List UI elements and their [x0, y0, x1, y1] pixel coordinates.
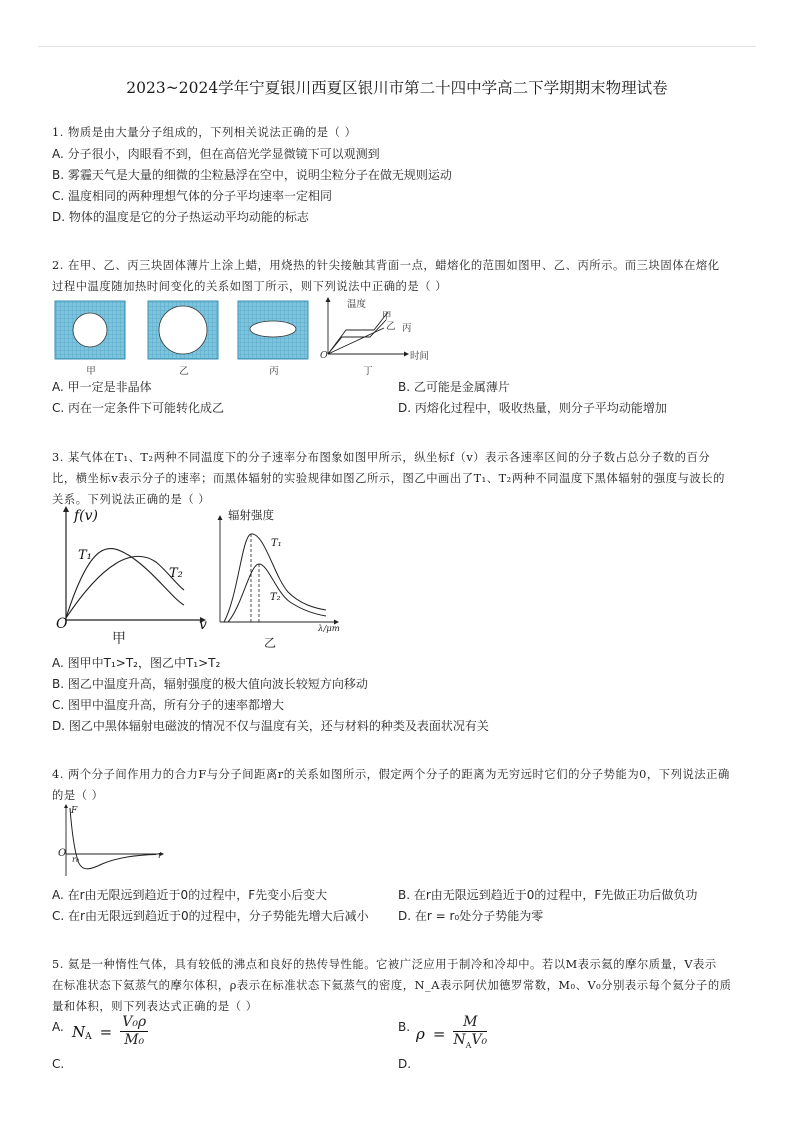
- q3-g2-ylabel: 辐射强度: [228, 508, 274, 522]
- q5-a-fraction: [120, 1014, 148, 1049]
- q4-stem-line2: 的是（ ）: [52, 789, 104, 802]
- q2-graph-xlabel: 时间: [410, 351, 430, 362]
- q5-option-d-label: D.: [398, 1057, 412, 1071]
- q3-g1-T2: T₂: [169, 566, 183, 581]
- q5-b-den-sub: A: [465, 1040, 472, 1050]
- q2-stem-line1: 2. 在甲、乙、丙三块固体薄片上涂上蜡，用烧热的针尖接触其背面一点，蜡熔化的范围如图甲、乙、丙所示。而三块固体在熔化: [52, 259, 720, 272]
- q2-caption-jia: 甲: [86, 366, 96, 377]
- q5-a-lhs-sub: A: [85, 1031, 92, 1042]
- curve-bing: [328, 328, 384, 354]
- q3-g1-caption: 甲: [112, 631, 126, 647]
- q3-option-a: A. 图甲中T₁>T₂，图乙中T₁>T₂: [52, 656, 221, 670]
- q4-option-c: C. 在r由无限远到趋近于0的过程中，分子势能先增大后减小: [52, 909, 369, 923]
- q4-r-label: r: [158, 851, 163, 861]
- q1-option-a: A. 分子很小，肉眼看不到，但在高倍光学显微镜下可以观测到: [52, 147, 380, 161]
- q2-line-label-yi: 乙: [386, 321, 396, 332]
- q5-stem-line3: 量和体积，则下列表达式正确的是（ ）: [52, 1000, 258, 1013]
- q5-option-b-label: B.: [398, 1020, 411, 1034]
- q5-option-c-label: C.: [52, 1057, 65, 1071]
- blackbody-graph: [218, 515, 340, 625]
- q3-g2-caption: 乙: [264, 636, 277, 650]
- temperature-time-graph: [326, 297, 410, 357]
- q5-a-equals: =: [99, 1022, 113, 1041]
- q5-b-lhs: ρ: [416, 1024, 425, 1043]
- q5-option-b-formula: [416, 1014, 487, 1054]
- q5-a-lhs: N: [72, 1022, 86, 1041]
- wax-plate-yi: [148, 301, 218, 359]
- q1-option-d: D. 物体的温度是它的分子热运动平均动能的标志: [52, 210, 309, 224]
- force-curve: [70, 808, 156, 869]
- q3-option-c: C. 图甲中温度升高，所有分子的速率都增大: [52, 698, 285, 712]
- q5-stem-line1: 5. 氦是一种惰性气体，具有较低的沸点和良好的热传导性能。它被广泛应用于制冷和冷却中。若以M表示氦的摩尔质量，V表示: [52, 958, 717, 971]
- q3-g2-T1: T₁: [271, 538, 282, 549]
- q4-option-b: B. 在r由无限远到趋近于0的过程中，F先做正功后做负功: [398, 888, 698, 902]
- q4-option-a: A. 在r由无限远到趋近于0的过程中，F先变小后变大: [52, 888, 328, 902]
- q3-g2-xlabel: λ/μm: [318, 624, 340, 634]
- q2-option-d: D. 丙熔化过程中，吸收热量，则分子平均动能增加: [398, 401, 667, 415]
- q3-g1-origin: O: [56, 616, 68, 632]
- q3-g1-ylabel: f(v): [74, 508, 99, 524]
- q5-b-numerator: M: [453, 1014, 487, 1032]
- q5-a-denominator: M₀: [124, 1032, 145, 1048]
- q5-option-a-formula: [72, 1014, 148, 1049]
- q4-option-d: D. 在r = r₀处分子势能为零: [398, 909, 544, 923]
- q3-option-b: B. 图乙中温度升高，辐射强度的极大值向波长较短方向移动: [52, 677, 368, 691]
- q2-caption-yi: 乙: [179, 366, 189, 377]
- q2-option-c: C. 丙在一定条件下可能转化成乙: [52, 401, 225, 415]
- page-title: 2023~2024学年宁夏银川西夏区银川市第二十四中学高二下学期期末物理试卷: [126, 79, 668, 97]
- q3-option-d: D. 图乙中黑体辐射电磁波的情况不仅与温度有关，还与材料的种类及表面状况有关: [52, 719, 489, 733]
- q2-option-b: B. 乙可能是金属薄片: [398, 380, 510, 394]
- q5-b-fraction: [453, 1014, 487, 1054]
- q2-graph-origin: O: [320, 350, 328, 361]
- q5-b-den-n: N: [453, 1032, 466, 1048]
- q5-b-denominator: [453, 1032, 487, 1054]
- q2-caption-bing: 丙: [269, 366, 279, 377]
- q2-stem-line2: 过程中温度随加热时间变化的关系如图丁所示，则下列说法中正确的是（ ）: [52, 280, 448, 293]
- q3-g1-T1: T₁: [78, 548, 92, 563]
- q1-option-b: B. 雾霾天气是大量的细微的尘粒悬浮在空中，说明尘粒分子在做无规则运动: [52, 168, 452, 182]
- header-rule: [38, 46, 756, 47]
- q3-stem-line3: 关系。下列说法正确的是（ ）: [52, 493, 211, 506]
- q4-r0-label: r₀: [72, 855, 80, 864]
- curve-jia: [328, 312, 388, 354]
- q5-a-numerator: V₀ρ: [122, 1014, 147, 1030]
- q3-g1-xlabel: v: [199, 617, 207, 633]
- q2-caption-ding: 丁: [363, 366, 373, 377]
- curve-T2: [66, 556, 184, 618]
- q1-option-c: C. 温度相同的两种理想气体的分子平均速率一定相同: [52, 189, 333, 203]
- q3-stem-line2: 比，横坐标v表示分子的速率；而黑体辐射的实验规律如图乙所示，图乙中画出了T₁、T₂两种不同温度下黑体辐射的强度与波长的: [52, 472, 725, 485]
- q5-option-a-label: A.: [52, 1020, 64, 1034]
- q1-stem: 1. 物质是由大量分子组成的，下列相关说法正确的是（ ）: [52, 126, 357, 139]
- q5-stem-line2: 在标准状态下氦蒸气的摩尔体积，ρ表示在标准状态下氦蒸气的密度，N_A表示阿伏加德罗常数，M₀、V₀分别表示每个氦分子的质: [52, 979, 732, 992]
- q3-g2-T2: T₂: [270, 592, 281, 603]
- q5-b-equals: =: [432, 1024, 446, 1043]
- q5-b-den-v0: V₀: [471, 1032, 488, 1048]
- q2-graph-ylabel: 温度: [347, 299, 367, 310]
- q4-stem-line1: 4. 两个分子间作用力的合力F与分子间距离r的关系如图所示，假定两个分子的距离为无穷远时它们的分子势能为0，下列说法正确: [52, 768, 730, 781]
- wax-plate-bing: [238, 301, 308, 359]
- q2-line-label-jia: 甲: [382, 311, 392, 322]
- q3-stem-line1: 3. 某气体在T₁、T₂两种不同温度下的分子速率分布图象如图甲所示，纵坐标f（v）表示各速率区间的分子数占总分子数的百分: [52, 451, 711, 464]
- q4-F-label: F: [71, 806, 78, 816]
- wax-plate-jia: [55, 301, 125, 359]
- q4-origin-label: O: [58, 848, 67, 859]
- q2-option-a: A. 甲一定是非晶体: [52, 380, 152, 394]
- q2-line-label-bing: 丙: [402, 323, 412, 334]
